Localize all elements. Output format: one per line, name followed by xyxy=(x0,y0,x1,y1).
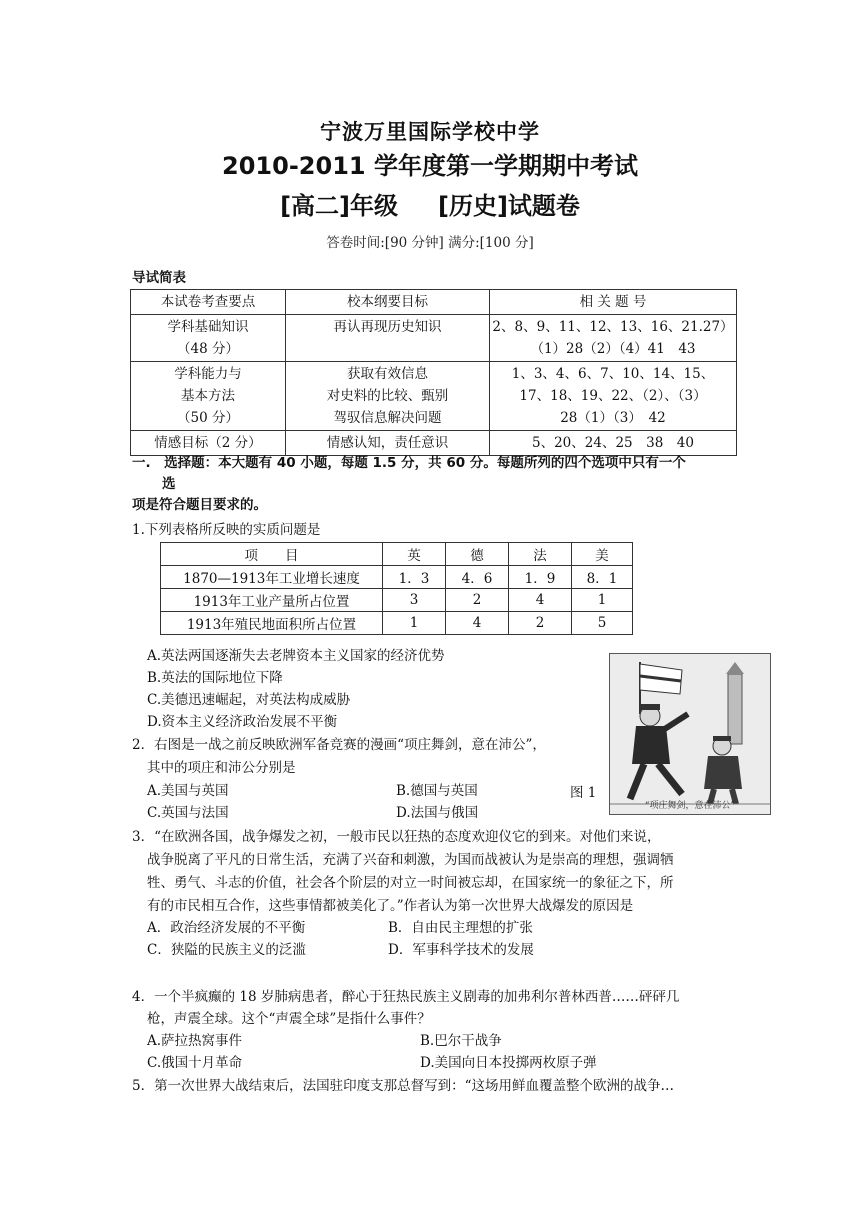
guide-header-cell: 校本纲要目标 xyxy=(286,290,490,315)
cartoon-illustration xyxy=(610,654,770,814)
exam-subtitle xyxy=(0,186,860,221)
cell-line: 驾驭信息解决问题 xyxy=(333,410,442,426)
q2-option-b: B.德国与英国 xyxy=(396,783,478,799)
q4-option-c: C.俄国十月革命 xyxy=(147,1055,243,1071)
question-2-stem: 2．右图是一战之前反映欧洲军备竞赛的漫画“项庄舞剑，意在沛公”， xyxy=(132,737,546,753)
question-3-line-1: 3．“在欧洲各国，战争爆发之初，一般市民以狂热的态度欢迎仪它的到来。对他们来说， xyxy=(132,829,661,845)
guide-cell xyxy=(131,315,286,362)
q1-cell: 1913年殖民地面积所占位置 xyxy=(161,612,383,635)
school-name: 宁波万里国际学校中学 xyxy=(320,119,540,144)
q3-option-b: B．自由民主理想的扩张 xyxy=(388,920,533,936)
q2-option-a: A.美国与英国 xyxy=(147,783,229,799)
subject-label: [历史]试题卷 xyxy=(438,192,580,220)
q1-cell: 1 xyxy=(383,612,446,635)
q1-option-c: C.美德迅速崛起，对英法构成威胁 xyxy=(147,692,351,708)
q1-cell: 1913年工业产量所占位置 xyxy=(161,589,383,612)
q1-header-cell: 英 xyxy=(383,543,446,566)
guide-header-cell: 相 关 题 号 xyxy=(490,290,737,315)
table-row xyxy=(131,431,737,456)
section-line: 一. 选择题：本大题有 40 小题，每题 1.5 分，共 60 分。每题所列的四个选项中只有一个 xyxy=(132,455,686,471)
exam-meta: 答卷时间:[90 分钟] 满分:[100 分] xyxy=(326,235,534,251)
table-row xyxy=(161,543,633,566)
q1-header-cell: 德 xyxy=(446,543,509,566)
question-3-line-2: 战争脱离了平凡的日常生活，充满了兴奋和刺激，为国而战被认为是崇高的理想，强调牺 xyxy=(147,852,674,868)
cell-line: （1）28（2）（4）41 43 xyxy=(530,341,696,357)
guide-cell: 情感目标（2 分） xyxy=(131,431,286,456)
table-row xyxy=(161,612,633,635)
q1-cell: 2 xyxy=(446,589,509,612)
cell-line: 1、3、4、6、7、10、14、15、 xyxy=(511,366,715,382)
grade-label: [高二]年级 xyxy=(280,192,398,220)
table-row xyxy=(131,315,737,362)
guide-header-cell: 本试卷考查要点 xyxy=(131,290,286,315)
q1-cell: 4 xyxy=(509,589,572,612)
q1-header-cell: 美 xyxy=(572,543,633,566)
guide-cell xyxy=(490,315,737,362)
cell-line: 再认再现历史知识 xyxy=(333,319,442,335)
section-line: 项是符合题目要求的。 xyxy=(132,497,267,513)
q1-cell: 2 xyxy=(509,612,572,635)
cartoon-caption: “项庄舞剑，意在沛公” xyxy=(644,801,736,811)
q1-cell: 4 xyxy=(446,612,509,635)
table-row xyxy=(131,362,737,431)
cell-line: 获取有效信息 xyxy=(347,366,428,382)
question-4-stem-cont: 枪，声震全球。这个“声震全球”是指什么事件？ xyxy=(147,1011,431,1027)
cell-line: 2、8、9、11、12、13、16、21.27） xyxy=(492,319,734,335)
guide-cell: 情感认知，责任意识 xyxy=(286,431,490,456)
cell-line: 28（1）（3） 42 xyxy=(560,410,666,426)
guide-cell xyxy=(131,362,286,431)
q4-option-a: A.萨拉热窝事件 xyxy=(147,1033,243,1049)
cell-line: （50 分） xyxy=(177,410,239,426)
q4-option-d: D.美国向日本投掷两枚原子弹 xyxy=(420,1055,597,1071)
q1-cell: 4．6 xyxy=(446,566,509,589)
q2-option-d: D.法国与俄国 xyxy=(396,805,479,821)
q1-cell: 5 xyxy=(572,612,633,635)
exam-title: 2010-2011 学年度第一学期期中考试 xyxy=(222,152,638,180)
q1-cell: 1 xyxy=(572,589,633,612)
guide-cell xyxy=(490,362,737,431)
guide-table xyxy=(130,289,737,456)
cell-line: 学科能力与 xyxy=(174,366,242,382)
table-row xyxy=(131,290,737,315)
q2-option-c: C.英国与法国 xyxy=(147,805,229,821)
q1-option-b: B.英法的国际地位下降 xyxy=(147,670,283,686)
section-heading xyxy=(132,453,732,516)
question-5-stem: 5．第一次世界大战结束后，法国驻印度支那总督写到：“这场用鲜血覆盖整个欧洲的战争… xyxy=(132,1078,674,1094)
question-4-stem: 4．一个半疯癫的 18 岁肺病患者，醉心于狂热民族主义剧毒的加弗利尔普林西普……砰砰几 xyxy=(132,989,680,1005)
guide-cell xyxy=(286,315,490,362)
table-row xyxy=(161,566,633,589)
q1-data-table xyxy=(160,542,633,635)
cell-line: （48 分） xyxy=(177,341,239,357)
cell-line: 基本方法 xyxy=(181,388,235,404)
question-3-line-4: 有的市民相互合作，这些事情都被美化了。”作者认为第一次世界大战爆发的原因是 xyxy=(147,898,634,914)
cell-line: 17、18、19、22、（2）、（3） xyxy=(519,388,707,404)
q1-header-cell: 项 目 xyxy=(161,543,383,566)
q4-option-b: B.巴尔干战争 xyxy=(420,1033,502,1049)
q1-option-d: D.资本主义经济政治发展不平衡 xyxy=(147,714,338,730)
question-1-stem: 1.下列表格所反映的实质问题是 xyxy=(132,522,321,538)
q1-option-a: A.英法两国逐渐失去老牌资本主义国家的经济优势 xyxy=(147,648,445,664)
cell-line: 学科基础知识 xyxy=(167,319,249,335)
table-row xyxy=(161,589,633,612)
q1-cell: 1．9 xyxy=(509,566,572,589)
q1-cell: 1．3 xyxy=(383,566,446,589)
q3-option-a: A．政治经济发展的不平衡 xyxy=(147,920,306,936)
section-line: 选 xyxy=(162,476,176,492)
guide-label: 导试简表 xyxy=(132,270,186,286)
q3-option-c: C．狭隘的民族主义的泛滥 xyxy=(147,942,306,958)
q1-cell: 8．1 xyxy=(572,566,633,589)
q1-cell: 1870—1913年工业增长速度 xyxy=(161,566,383,589)
cartoon-figure xyxy=(609,653,771,815)
figure-1-label: 图 1 xyxy=(570,785,597,801)
q3-option-d: D．军事科学技术的发展 xyxy=(388,942,534,958)
question-3-line-3: 牲、勇气、斗志的价值，社会各个阶层的对立一时间被忘却，在国家统一的象征之下，所 xyxy=(147,875,674,891)
cell-line: 对史料的比较、甄别 xyxy=(326,388,449,404)
q1-cell: 3 xyxy=(383,589,446,612)
q1-header-cell: 法 xyxy=(509,543,572,566)
guide-cell xyxy=(286,362,490,431)
guide-cell: 5、20、24、25 38 40 xyxy=(490,431,737,456)
question-2-stem-cont: 其中的项庄和沛公分别是 xyxy=(147,760,296,776)
